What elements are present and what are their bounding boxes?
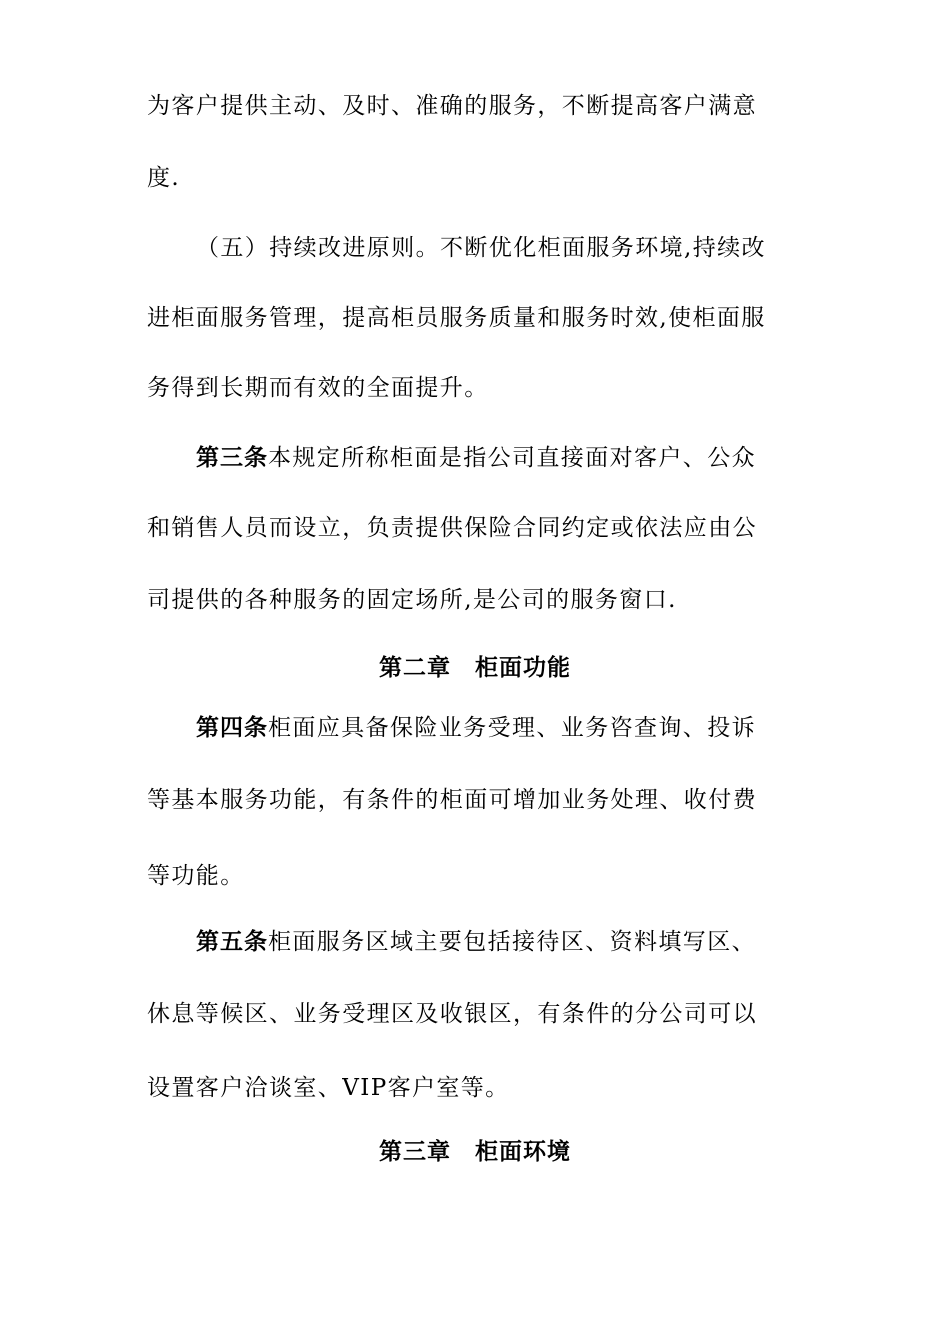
paragraph-line: 和销售人员而设立，负责提供保险合同约定或依法应由公 (147, 515, 757, 541)
article-text: 本规定所称柜面是指公司直接面对客户、公众 (268, 445, 756, 471)
paragraph-line: 进柜面服务管理，提高柜员服务质量和服务时效,使柜面服 (147, 305, 766, 331)
chapter-heading: 第二章 柜面功能 (379, 654, 571, 681)
article-label: 第三条 (196, 444, 268, 471)
paragraph-line: 设置客户洽谈室、VIP客户室等。 (147, 1075, 510, 1101)
paragraph-line: 等基本服务功能，有条件的柜面可增加业务处理、收付费 (147, 787, 757, 813)
article-text: 柜面应具备保险业务受理、业务咨查询、投诉 (268, 715, 756, 741)
paragraph-line: 务得到长期而有效的全面提升。 (147, 375, 489, 401)
article-3-line (196, 438, 807, 478)
article-4-line (196, 708, 807, 748)
paragraph-line: 度. (147, 165, 181, 191)
paragraph-line: 等功能。 (147, 863, 245, 889)
chapter-heading: 第三章 柜面环境 (379, 1138, 571, 1165)
paragraph-line: 休息等候区、业务受理区及收银区，有条件的分公司可以 (147, 1001, 757, 1027)
article-label: 第五条 (196, 928, 268, 955)
paragraph-line: （五）持续改进原则。不断优化柜面服务环境,持续改 (196, 235, 766, 261)
article-text: 柜面服务区域主要包括接待区、资料填写区、 (268, 929, 756, 955)
article-5-line (196, 922, 807, 962)
paragraph-line: 司提供的各种服务的固定场所,是公司的服务窗口. (147, 587, 677, 613)
article-label: 第四条 (196, 714, 268, 741)
paragraph-line: 为客户提供主动、及时、准确的服务，不断提高客户满意 (147, 93, 757, 119)
